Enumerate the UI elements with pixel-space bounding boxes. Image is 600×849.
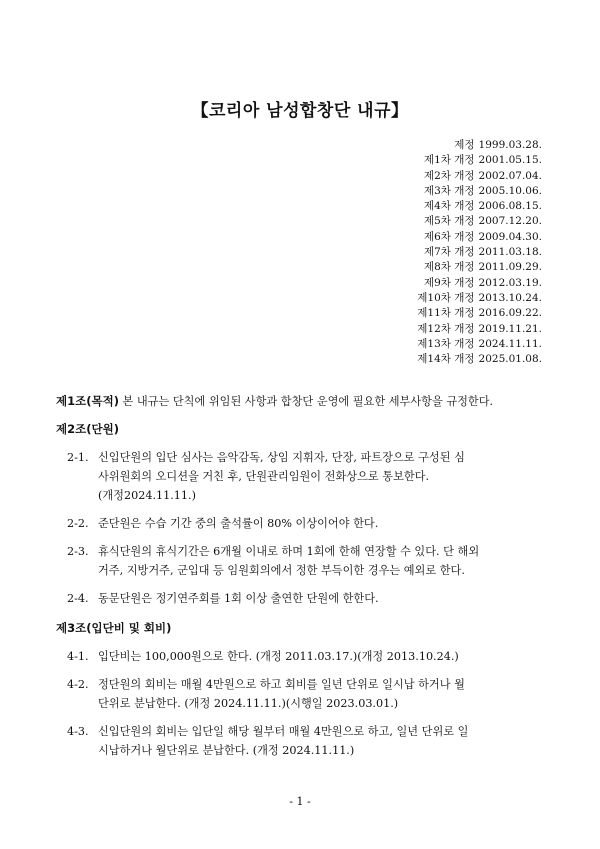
revision-date: 2009.04.30.	[478, 230, 542, 243]
revision-entry	[417, 169, 542, 184]
revision-entry	[417, 260, 542, 275]
revision-label: 제12차 개정	[417, 322, 475, 335]
revision-entry	[417, 153, 542, 168]
revision-label: 제2차 개정	[423, 169, 475, 182]
clause-4-2	[56, 675, 546, 713]
revision-date: 2001.05.15.	[478, 154, 542, 167]
clause-number: 2-4.	[67, 592, 89, 605]
clause-text: 입단비는 100,000원으로 한다. (개정 2011.03.17.)(개정 2013.10.24.)	[98, 650, 459, 663]
page-number: - 1 -	[289, 795, 311, 808]
revision-date: 2002.07.04.	[478, 169, 542, 182]
revision-label: 제10차 개정	[417, 291, 475, 304]
clause-text: 휴식단원의 휴식기간은 6개월 이내로 하며 1회에 한해 연장할 수 있다. 단 해외 거주, 지방거주, 군입대 등 임원회의에서 정한 부득이한 경우는 예외로 한다.	[98, 545, 480, 577]
revision-label: 제13차 개정	[417, 337, 475, 350]
revision-label: 제3차 개정	[423, 184, 475, 197]
revision-date: 2012.03.19.	[478, 276, 542, 289]
revision-date: 2006.08.15.	[478, 200, 542, 213]
revision-entry	[417, 352, 542, 367]
clause-text: 동문단원은 정기연주회를 1회 이상 출연한 단원에 한한다.	[98, 592, 379, 605]
clause-number: 2-2.	[67, 517, 89, 530]
article-2	[56, 420, 546, 439]
revision-history	[417, 138, 542, 367]
clause-number: 4-3.	[67, 725, 89, 738]
revision-label: 제7차 개정	[423, 246, 475, 259]
revision-entry	[417, 199, 542, 214]
document-title: 【코리아 남성합창단 내규】	[191, 101, 409, 121]
revision-date: 1999.03.28.	[478, 139, 542, 151]
revision-label: 제14차 개정	[417, 353, 475, 366]
clause-number: 4-1.	[67, 650, 89, 663]
revision-entry	[417, 138, 542, 153]
article-2-heading: 제2조(단원)	[56, 422, 119, 436]
clause-4-3	[56, 722, 546, 760]
revision-date: 2005.10.06.	[478, 184, 542, 197]
clause-2-3	[56, 542, 546, 580]
article-3-heading: 제3조(입단비 및 회비)	[56, 621, 172, 635]
revision-label: 제5차 개정	[423, 215, 475, 228]
revision-date: 2025.01.08.	[478, 353, 542, 366]
clause-2-1	[56, 448, 546, 505]
article-1	[56, 392, 546, 411]
revision-date: 2011.03.18.	[478, 246, 542, 259]
revision-entry	[417, 322, 542, 337]
revision-entry	[417, 245, 542, 260]
revision-date: 2016.09.22.	[478, 307, 542, 320]
article-3	[56, 619, 546, 638]
revision-date: 2007.12.20.	[478, 215, 542, 228]
revision-entry	[417, 337, 542, 352]
revision-date: 2013.10.24.	[478, 291, 542, 304]
clause-text: 신입단원의 입단 심사는 음악감독, 상임 지휘자, 단장, 파트장으로 구성된 심 사위원회의 오디션을 거친 후, 단원관리임원이 전화상으로 통보한다. (개정2024.11.11.)	[98, 451, 465, 502]
revision-label: 제1차 개정	[423, 154, 475, 167]
revision-label: 제4차 개정	[423, 200, 475, 213]
revision-label: 제8차 개정	[423, 261, 475, 274]
article-1-heading: 제1조(목적)	[56, 394, 119, 408]
revision-label: 제11차 개정	[417, 307, 475, 320]
clause-number: 2-3.	[67, 545, 89, 558]
revision-label: 제정	[454, 139, 475, 151]
clause-2-4	[56, 589, 546, 608]
clause-text: 신입단원의 회비는 입단일 해당 월부터 매월 4만원으로 하고, 일년 단위로 일 시납하거나 월단위로 분납한다. (개정 2024.11.11.)	[98, 725, 469, 757]
clause-number: 2-1.	[67, 451, 89, 464]
revision-entry	[417, 214, 542, 229]
revision-label: 제9차 개정	[423, 276, 475, 289]
revision-entry	[417, 230, 542, 245]
revision-date: 2024.11.11.	[478, 337, 542, 350]
clause-4-1	[56, 647, 546, 666]
clause-text: 정단원의 회비는 매월 4만원으로 하고 회비를 일년 단위로 일시납 하거나 월 단위로 분납한다. (개정 2024.11.11.)(시행일 2023.03.01.)	[98, 678, 465, 710]
clause-number: 4-2.	[67, 678, 89, 691]
revision-entry	[417, 184, 542, 199]
revision-label: 제6차 개정	[423, 230, 475, 243]
clause-2-2	[56, 514, 546, 533]
revision-date: 2019.11.21.	[478, 322, 542, 335]
revision-entry	[417, 276, 542, 291]
revision-entry	[417, 291, 542, 306]
revision-date: 2011.09.29.	[478, 261, 542, 274]
clause-text: 준단원은 수습 기간 중의 출석률이 80% 이상이어야 한다.	[98, 517, 379, 530]
revision-entry	[417, 306, 542, 321]
article-1-text: 본 내규는 단칙에 위임된 사항과 합창단 운영에 필요한 세부사항을 규정한다.	[122, 395, 494, 408]
document-body	[56, 392, 546, 769]
